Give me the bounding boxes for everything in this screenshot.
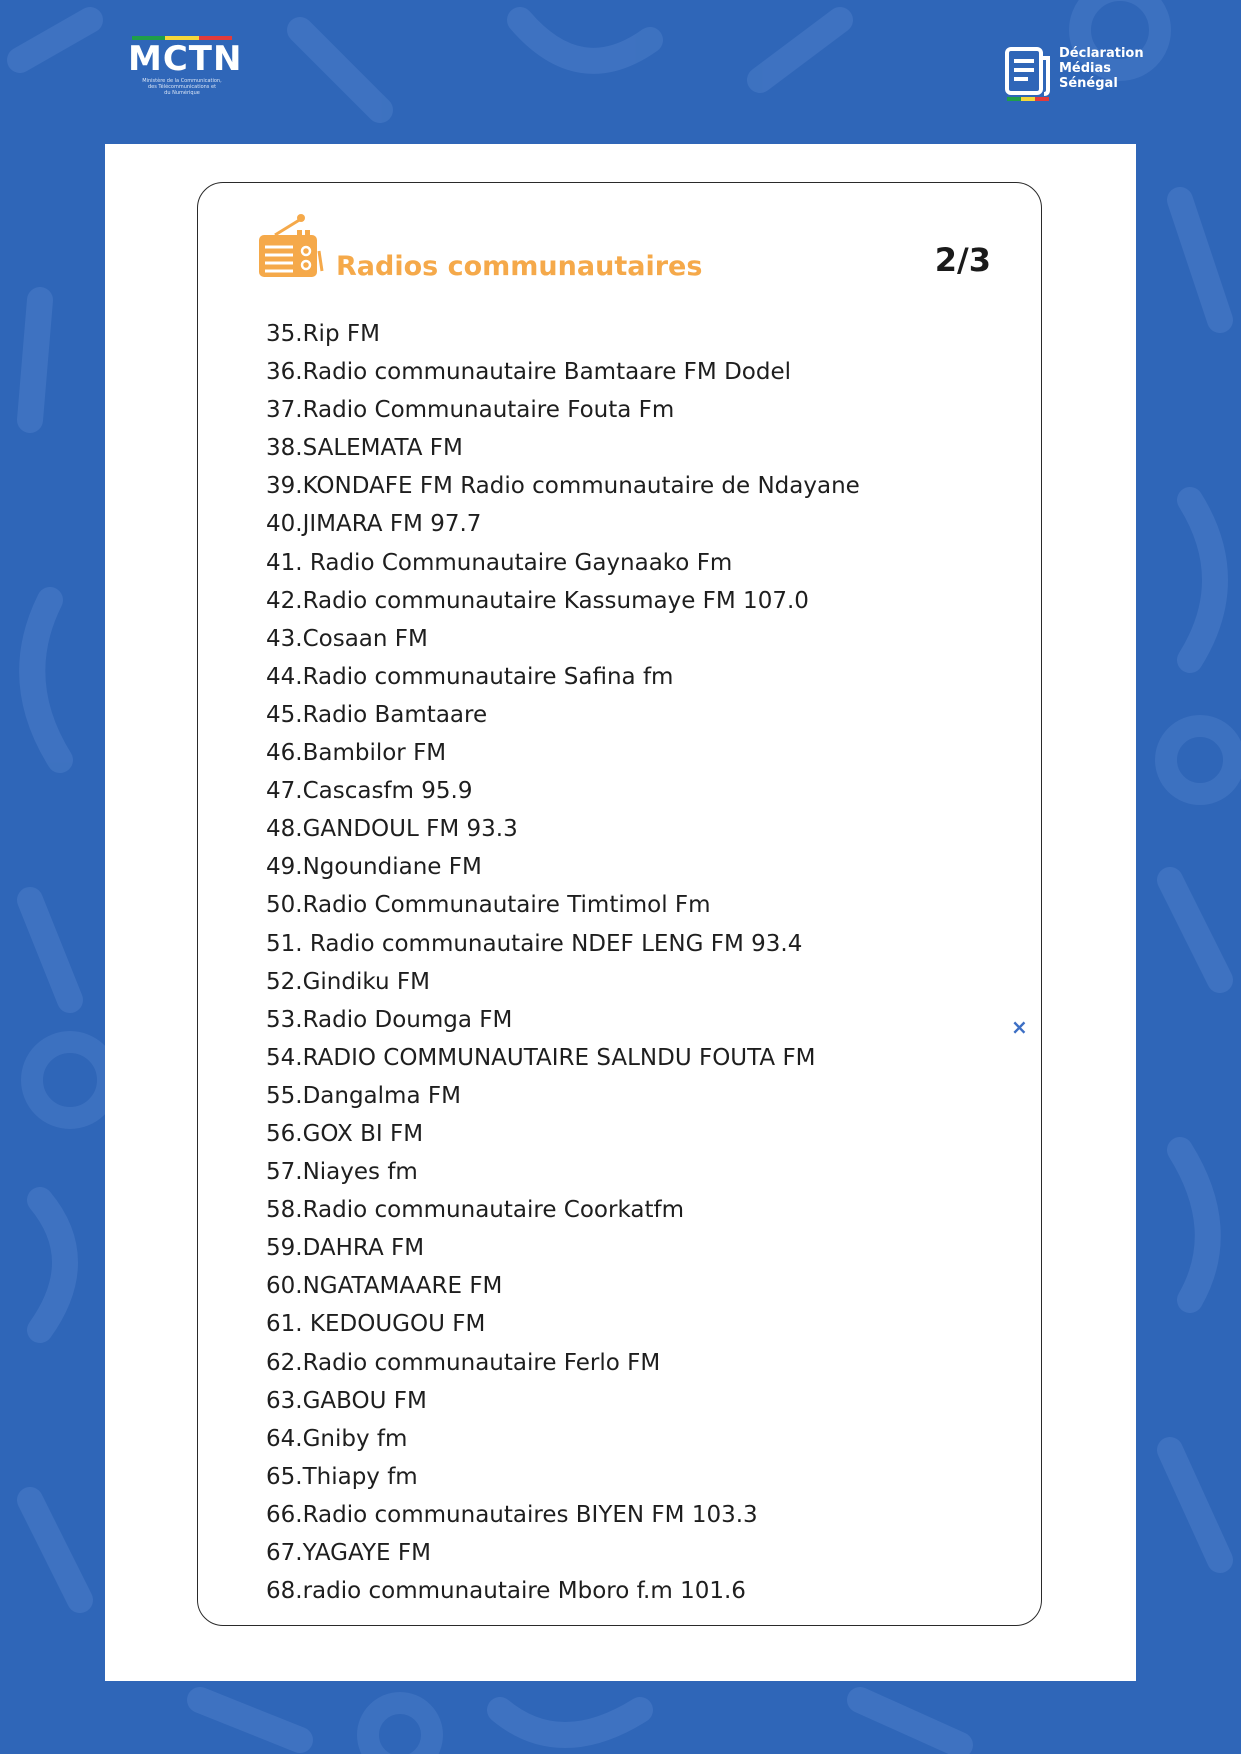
station-item: 57.Niayes fm [266,1159,418,1186]
page-indicator: 2/3 [934,241,991,279]
station-item: 68.radio communautaire Mboro f.m 101.6 [266,1578,746,1605]
station-item: 62.Radio communautaire Ferlo FM [266,1349,661,1376]
mctn-logo [128,36,243,112]
mctn-subtitle-line: du Numérique [164,90,200,96]
station-item: 65.Thiapy fm [266,1463,418,1490]
station-item: 46.Bambilor FM [266,740,447,767]
station-item: 42.Radio communautaire Kassumaye FM 107.0 [266,587,809,614]
station-item: 67.YAGAYE FM [266,1540,431,1566]
station-item: 60.NGATAMAARE FM [266,1273,503,1300]
station-item: 59.DAHRA FM [266,1235,425,1262]
station-item: 47.Cascasfm 95.9 [266,778,473,805]
radio-icon [255,211,327,283]
station-list [266,315,860,1610]
station-item: 43.Cosaan FM [266,625,428,652]
station-item: 45.Radio Bamtaare [266,701,488,728]
station-item: 36.Radio communautaire Bamtaare FM Dodel [266,359,791,386]
station-item: 51. Radio communautaire NDEF LENG FM 93.4 [266,930,803,957]
station-item: 39.KONDAFE FM Radio communautaire de Ndayane [266,473,860,500]
document-page [105,144,1136,1681]
station-item: 54.RADIO COMMUNAUTAIRE SALNDU FOUTA FM [266,1044,816,1071]
document-icon [1004,46,1052,102]
station-item: 40.JIMARA FM 97.7 [266,511,482,538]
station-item: 56.GOX BI FM [266,1120,424,1147]
mctn-subtitle-line: des Télécommunications et [147,84,217,90]
section-title: Radios communautaires [336,251,703,282]
stations-card [197,182,1042,1626]
station-item: 50.Radio Communautaire Timtimol Fm [266,892,711,919]
station-item: 38.SALEMATA FM [266,435,463,462]
station-item: 58.Radio communautaire Coorkatfm [266,1197,684,1224]
station-item: 52.Gindiku FM [266,968,430,995]
station-item: 41. Radio Communautaire Gaynaako Fm [266,549,733,576]
station-item: 53.Radio Doumga FM [266,1006,513,1033]
station-item: 55.Dangalma FM [266,1082,461,1109]
mctn-subtitle-line: Ministère de la Communication, [142,78,222,84]
logo-line: Déclaration [1059,46,1144,61]
station-item: 37.Radio Communautaire Fouta Fm [266,397,675,424]
station-item: 61. KEDOUGOU FM [266,1311,486,1338]
station-item: 63.GABOU FM [266,1387,427,1414]
station-item: 48.GANDOUL FM 93.3 [266,816,518,843]
station-item: 64.Gniby fm [266,1425,408,1452]
station-item: 66.Radio communautaires BIYEN FM 103.3 [266,1501,758,1528]
close-icon[interactable]: × [1011,1015,1028,1039]
declaration-medias-logo [1004,46,1164,106]
station-item: 49.Ngoundiane FM [266,854,482,881]
station-item: 44.Radio communautaire Safina fm [266,663,674,690]
logo-line: Médias [1059,61,1112,76]
logo-line: Sénégal [1059,76,1118,91]
declaration-medias-wordmark [1059,46,1144,91]
mctn-wordmark: MCTN [128,39,243,79]
station-item: 35.Rip FM [266,321,380,347]
